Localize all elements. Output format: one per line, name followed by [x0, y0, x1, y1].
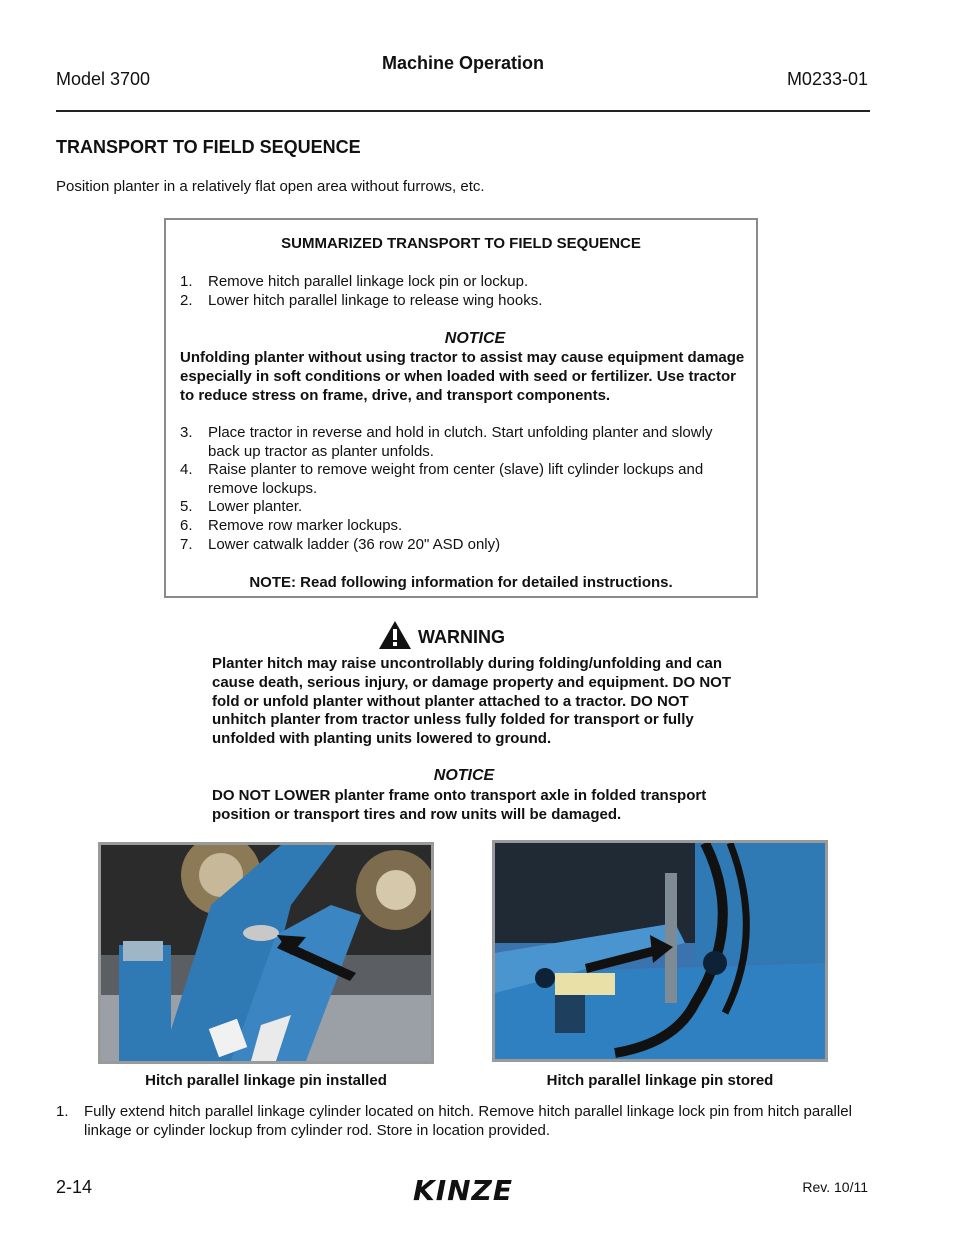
header-divider [56, 110, 870, 112]
header-chapter: Machine Operation [381, 53, 545, 73]
intro-text: Position planter in a relatively flat open area without furrows, etc. [56, 178, 485, 195]
list-item: 4. Raise planter to remove weight from center (slave) lift cylinder lockups and remove lockups. [180, 461, 704, 497]
summary-title: SUMMARIZED TRANSPORT TO FIELD SEQUENCE [281, 235, 641, 252]
summary-steps-b [180, 424, 745, 554]
warning-triangle-icon [378, 620, 412, 655]
notice-text: DO NOT LOWER planter frame onto transport axle in folded transport position or transport tires and row units will be damaged. [212, 787, 707, 823]
list-item: 3. Place tractor in reverse and hold in clutch. Start unfolding planter and slowly back up tractor as planter unfolds. [180, 424, 713, 460]
warning-heading-group [378, 620, 505, 655]
header-model: Model 3700 [56, 69, 151, 89]
list-item: 1. Remove hitch parallel linkage lock pin or lockup. [180, 273, 529, 290]
section-title: TRANSPORT TO FIELD SEQUENCE [56, 137, 361, 157]
list-item: 5. Lower planter. [180, 498, 303, 516]
page-number: 2-14 [56, 1177, 93, 1197]
list-item: 2. Lower hitch parallel linkage to release wing hooks. [180, 291, 543, 309]
revision: Rev. 10/11 [802, 1179, 868, 1195]
photo-pin-stored [492, 840, 828, 1062]
kinze-logo [404, 1175, 522, 1210]
instruction-step: 1. Fully extend hitch parallel linkage cylinder located on hitch. Remove hitch parallel linkage lock pin from hitch parallel linkage or cylinder lockup from cylinder rod. Store in location provided. [56, 1103, 852, 1139]
list-item: 7. Lower catwalk ladder (36 row 20" ASD only) [180, 535, 501, 553]
summary-steps-a [180, 273, 745, 310]
svg-text:KINZE: KINZE [413, 1175, 513, 1205]
figure-caption: Hitch parallel linkage pin installed [145, 1072, 387, 1089]
summary-notice-heading: NOTICE [444, 330, 506, 347]
photo-pin-installed [98, 842, 434, 1064]
list-item: 6. Remove row marker lockups. [180, 516, 403, 534]
summary-notice-text: Unfolding planter without using tractor to assist may cause equipment damage especially in soft conditions or when loaded with seed or fertilizer. Use tractor to reduce stress on frame, drive, and transport components. [180, 349, 745, 404]
warning-text: Planter hitch may raise uncontrollably during folding/unfolding and can cause death, serious injury, or damage property and equipment. DO NOT fold or unfold planter without planter attached to a tractor. DO NOT unhitch planter from tractor unless fully folded for transport or fully unfolded with planting units lowered to ground. [212, 655, 731, 748]
header-doc-number: M0233-01 [786, 69, 868, 89]
summary-note: NOTE: Read following information for detailed instructions. [249, 574, 673, 591]
warning-heading: WARNING [418, 627, 505, 647]
notice-heading: NOTICE [433, 767, 495, 784]
figure-caption: Hitch parallel linkage pin stored [546, 1072, 774, 1089]
